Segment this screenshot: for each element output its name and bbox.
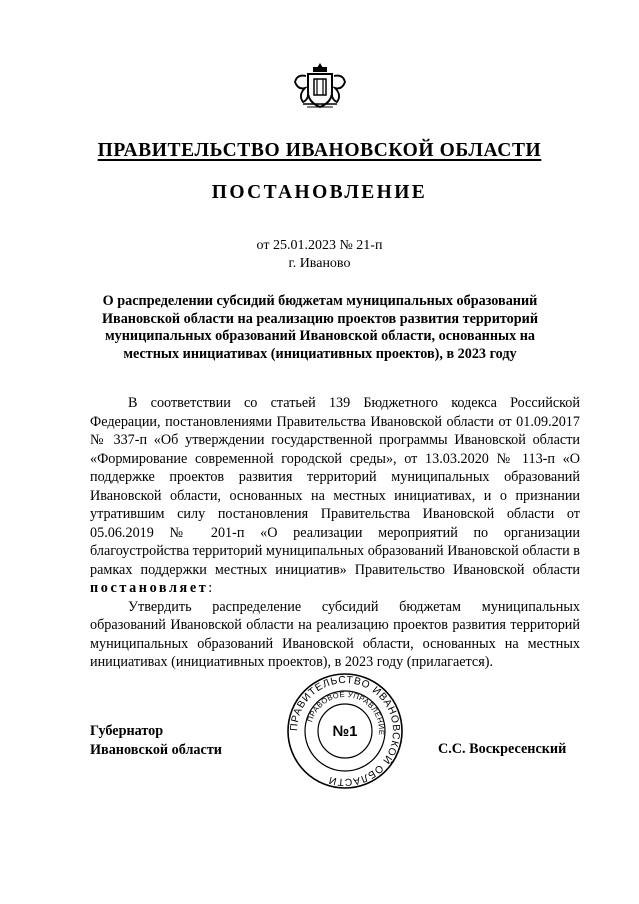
- government-title: ПРАВИТЕЛЬСТВО ИВАНОВСКОЙ ОБЛАСТИ: [97, 140, 542, 161]
- document-city: г. Иваново: [288, 256, 351, 271]
- body-paragraph-2: Утвердить распределение субсидий бюджетам муниципальных образований Ивановской области на реализацию проектов развития территорий муниципальных образований Ивановской области, основанных на местных инициативах (инициативных проектов), в 2023 году (прилагается).: [90, 598, 580, 670]
- paragraph-1-text: В соответствии со статьей 139 Бюджетного кодекса Российской Федерации, постановлениями Правительства Ивановской области от 01.09.2017 № 337-п «Об утверждении государственной программы Ивановской области «Формирование современной городской среды», от 13.03.2020 № 113-п «О поддержке проектов развития территорий муниципальных образований Ивановской области, основанных на местных инициативах, и о признании утратившим силу постановления Правительства Ивановской области от 05.06.2019 № 201-п «О реализации мероприятий по организации благоустройства территорий муниципальных образований Ивановской области в рамках поддержки местных инициатив» Правительство Ивановской области: [90, 395, 580, 578]
- document-type: ПОСТАНОВЛЕНИЕ: [211, 182, 428, 203]
- paragraph-1-end: :: [208, 580, 213, 596]
- seal-ring-text: ПРАВИТЕЛЬСТВО ИВАНОВСКОЙ ОБЛАСТИ: [288, 674, 402, 788]
- seal-number: №1: [332, 723, 358, 740]
- seal-inner-text: ПРАВОВОЕ УПРАВЛЕНИЕ: [305, 689, 387, 736]
- body-paragraph-1: [90, 394, 580, 598]
- resolves-keyword: постановляет: [90, 580, 209, 596]
- signatory-position-line-2: Ивановской области: [90, 742, 222, 758]
- signatory-name: С.С. Воскресенский: [438, 741, 567, 757]
- document-body: [90, 394, 580, 672]
- signatory-position-line-1: Губернатор: [90, 723, 164, 739]
- document-heading: О распределении субсидий бюджетам муниципальных образований Ивановской области на реализацию проектов развития территорий муниципальных образований Ивановской области, основанных на местных инициативах (инициативных проектов), в 2023 году: [102, 293, 538, 362]
- coat-of-arms-icon: [293, 60, 347, 110]
- signatory-position: [90, 722, 222, 760]
- official-seal-stamp: [286, 672, 404, 790]
- document-date-number: от 25.01.2023 № 21-п: [256, 238, 383, 253]
